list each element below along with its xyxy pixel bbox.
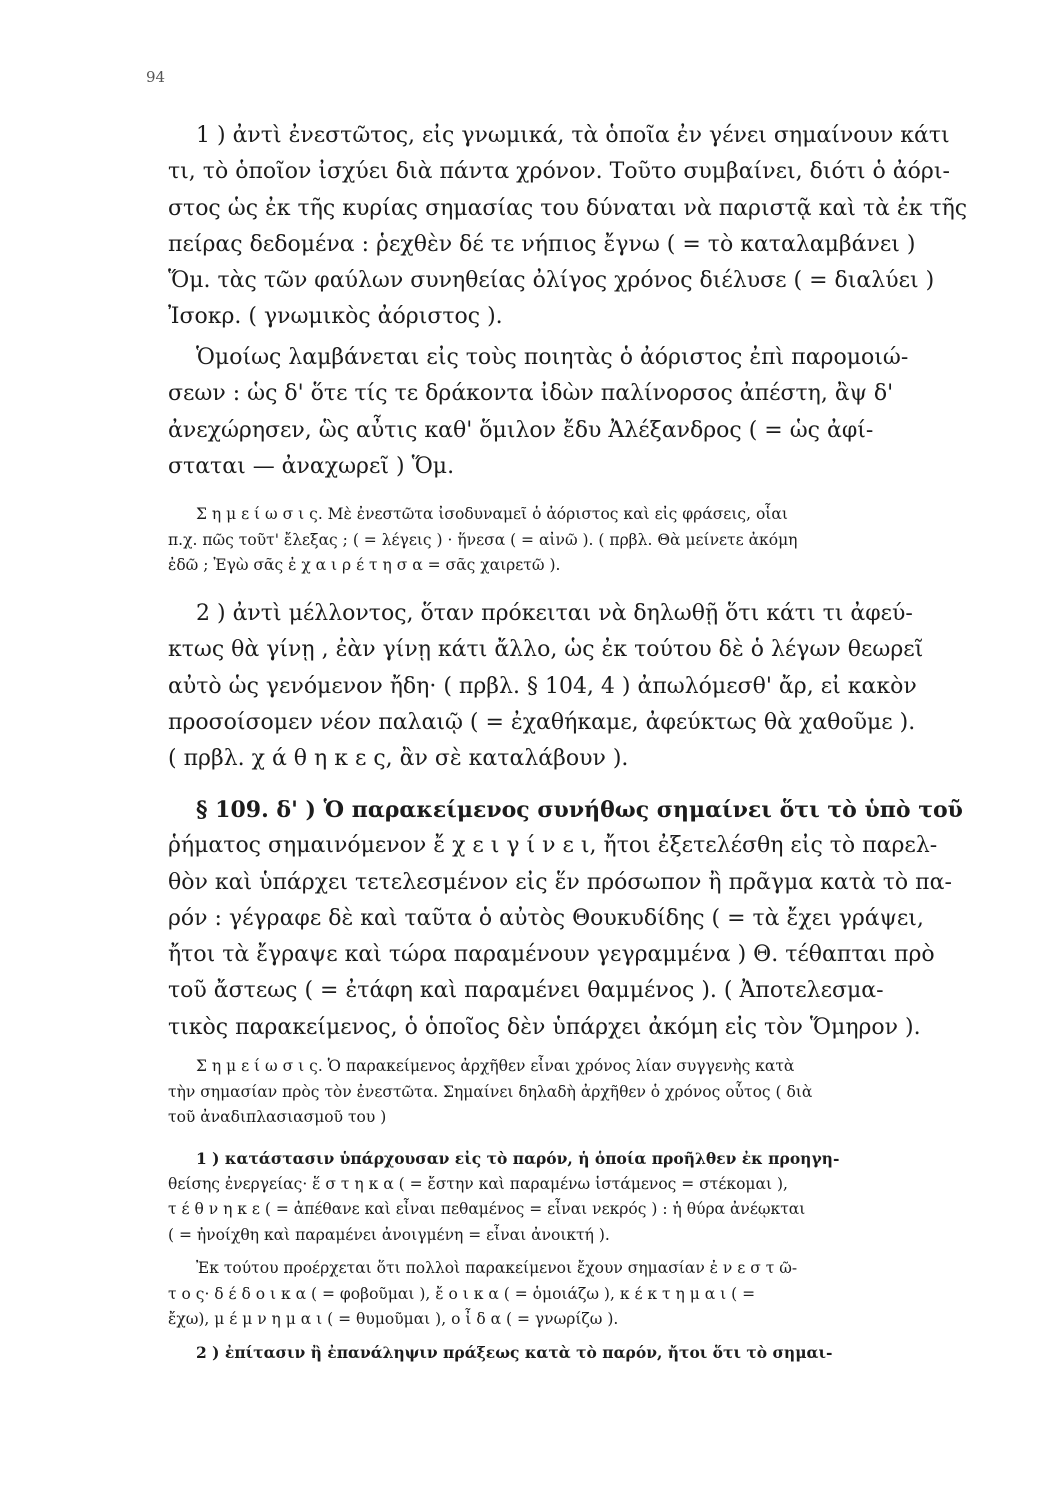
- text-line: Ὅμ. τὰς τῶν φαύλων συνηθείας ὀλίγος χρόνος διέλυσε ( = διαλύει ): [168, 268, 935, 294]
- text-line: ἀνεχώρησεν, ὣς αὖτις καθ' ὅμιλον ἔδυ Ἀλέξανδρος ( = ὡς ἀφί-: [168, 417, 874, 443]
- note-aorist-present: [168, 502, 988, 579]
- page-number: 94: [146, 68, 166, 86]
- section-109-perfect: [168, 792, 988, 1046]
- note-perfect-meaning: [168, 1054, 988, 1131]
- note-line: Ἐκ τούτου προέρχεται ὅτι πολλοὶ παρακείμενοι ἔχουν σημασίαν ἐ ν ε σ τ ῶ-: [196, 1259, 798, 1277]
- text-line: 2 ) ἀντὶ μέλλοντος, ὅταν πρόκειται νὰ δηλωθῇ ὅτι κάτι τι ἀφεύ-: [196, 601, 913, 626]
- note-line: τοῦ ἀναδιπλασιασμοῦ του ): [168, 1108, 387, 1127]
- note-line: ἐδῶ ; Ἐγὼ σᾶς ἐ χ α ι ρ έ τ η σ α = σᾶς χαιρετῶ ).: [168, 556, 561, 575]
- note-line: Σ η μ ε ί ω σ ι ς. Μὲ ἐνεστῶτα ἰσοδυναμεῖ ὁ ἀόριστος καὶ εἰς φράσεις, οἷαι: [196, 505, 788, 523]
- note-perfect-intensity: [168, 1340, 988, 1366]
- note-line: τὴν σημασίαν πρὸς τὸν ἐνεστῶτα. Σημαίνει δηλαδὴ ἀρχῆθεν ὁ χρόνος οὗτος ( διὰ: [168, 1082, 813, 1101]
- note-line: Σ η μ ε ί ω σ ι ς. Ὁ παρακείμενος ἀρχῆθεν εἶναι χρόνος λίαν συγγενὴς κατὰ: [196, 1057, 795, 1075]
- text-line: κτως θὰ γίνῃ , ἐὰν γίνῃ κάτι ἄλλο, ὡς ἐκ τούτου δὲ ὁ λέγων θεωρεῖ: [168, 637, 924, 663]
- paragraph-aorist-similes: [168, 340, 988, 485]
- note-perfect-present-meaning: [168, 1256, 988, 1333]
- note-line: τ ο ς· δ έ δ ο ι κ α ( = φοβοῦμαι ), ἔ ο ι κ α ( = ὁμοιάζω ), κ έ κ τ η μ α ι ( =: [168, 1284, 756, 1303]
- text-line: Ὁμοίως λαμβάνεται εἰς τοὺς ποιητὰς ὁ ἀόριστος ἐπὶ παρομοιώ-: [196, 345, 909, 370]
- note-line: ( = ἠνοίχθη καὶ παραμένει ἀνοιγμένη = εἶναι ἀνοικτή ).: [168, 1225, 610, 1244]
- text-line: τι, τὸ ὁποῖον ἰσχύει διὰ πάντα χρόνον. Τοῦτο συμβαίνει, διότι ὁ ἀόρι-: [168, 159, 950, 185]
- text-line: ἤτοι τὰ ἔγραψε καὶ τώρα παραμένουν γεγραμμένα ) Θ. τέθαπται πρὸ: [168, 942, 935, 968]
- text-line: ῥήματος σημαινόμενον ἔ χ ε ι γ ί ν ε ι, ἤτοι ἐξετελέσθη εἰς τὸ παρελ-: [168, 833, 938, 859]
- section-heading-line: § 109. δ' ) Ὁ παρακείμενος συνήθως σημαίνει ὅτι τὸ ὑπὸ τοῦ: [196, 797, 963, 823]
- note-perfect-state: [168, 1146, 988, 1248]
- text-line: πείρας δεδομένα : ῥεχθὲν δέ τε νήπιος ἔγνω ( = τὸ καταλαμβάνει ): [168, 231, 916, 257]
- text-line: ρόν : γέγραφε δὲ καὶ ταῦτα ὁ αὐτὸς Θουκυδίδης ( = τὰ ἔχει γράψει,: [168, 905, 924, 931]
- text-line: Ἰσοκρ. ( γνωμικὸς ἀόριστος ).: [168, 304, 503, 330]
- note-line: π.χ. πῶς τοῦτ' ἔλεξας ; ( = λέγεις ) · ἥνεσα ( = αἰνῶ ). ( πρβλ. Θὰ μείνετε ἀκόμη: [168, 530, 798, 549]
- note-line: 2 ) ἐπίτασιν ἢ ἐπανάληψιν πράξεως κατὰ τὸ παρόν, ἤτοι ὅτι τὸ σημαι-: [196, 1343, 833, 1362]
- text-line: θὸν καὶ ὑπάρχει τετελεσμένον εἰς ἕν πρόσωπον ἢ πρᾶγμα κατὰ τὸ πα-: [168, 869, 952, 895]
- text-line: προσοίσομεν νέον παλαιῷ ( = ἐχαθήκαμε, ἀφεύκτως θὰ χαθοῦμε ).: [168, 709, 916, 735]
- text-line: ( πρβλ. χ ά θ η κ ε ς, ἂν σὲ καταλάβουν ).: [168, 746, 629, 772]
- note-line: τ έ θ ν η κ ε ( = ἀπέθανε καὶ εἶναι πεθαμένος = εἶναι νεκρός ) : ἡ θύρα ἀνέῳκται: [168, 1200, 806, 1219]
- paragraph-aorist-future: [168, 596, 988, 777]
- note-line: 1 ) κατάστασιν ὑπάρχουσαν εἰς τὸ παρόν, ἡ ὁποία προῆλθεν ἐκ προηγη-: [196, 1149, 840, 1168]
- text-line: σεων : ὡς δ' ὅτε τίς τε δράκοντα ἰδὼν παλίνορσος ἀπέστη, ἂψ δ': [168, 381, 894, 407]
- text-line: τοῦ ἄστεως ( = ἐτάφη καὶ παραμένει θαμμένος ). ( Ἀποτελεσμα-: [168, 978, 884, 1004]
- text-line: 1 ) ἀντὶ ἐνεστῶτος, εἰς γνωμικά, τὰ ὁποῖα ἐν γένει σημαίνουν κάτι: [196, 123, 950, 148]
- text-line: σταται — ἀναχωρεῖ ) Ὅμ.: [168, 453, 455, 479]
- paragraph-aorist-gnomic: [168, 118, 988, 336]
- text-line: στος ὡς ἐκ τῆς κυρίας σημασίας του δύναται νὰ παριστᾷ καὶ τὰ ἐκ τῆς: [168, 195, 968, 221]
- text-line: αὐτὸ ὡς γενόμενον ἤδη· ( πρβλ. § 104, 4 ) ἀπωλόμεσθ' ἄρ, εἰ κακὸν: [168, 673, 917, 699]
- note-line: ἔχω), μ έ μ ν η μ α ι ( = θυμοῦμαι ), ο ἶ δ α ( = γνωρίζω ).: [168, 1310, 619, 1329]
- text-line: τικὸς παρακείμενος, ὁ ὁποῖος δὲν ὑπάρχει ἀκόμη εἰς τὸν Ὅμηρον ).: [168, 1014, 921, 1040]
- note-line: θείσης ἐνεργείας· ἕ σ τ η κ α ( = ἔστην καὶ παραμένω ἱστάμενος = στέκομαι ),: [168, 1174, 788, 1193]
